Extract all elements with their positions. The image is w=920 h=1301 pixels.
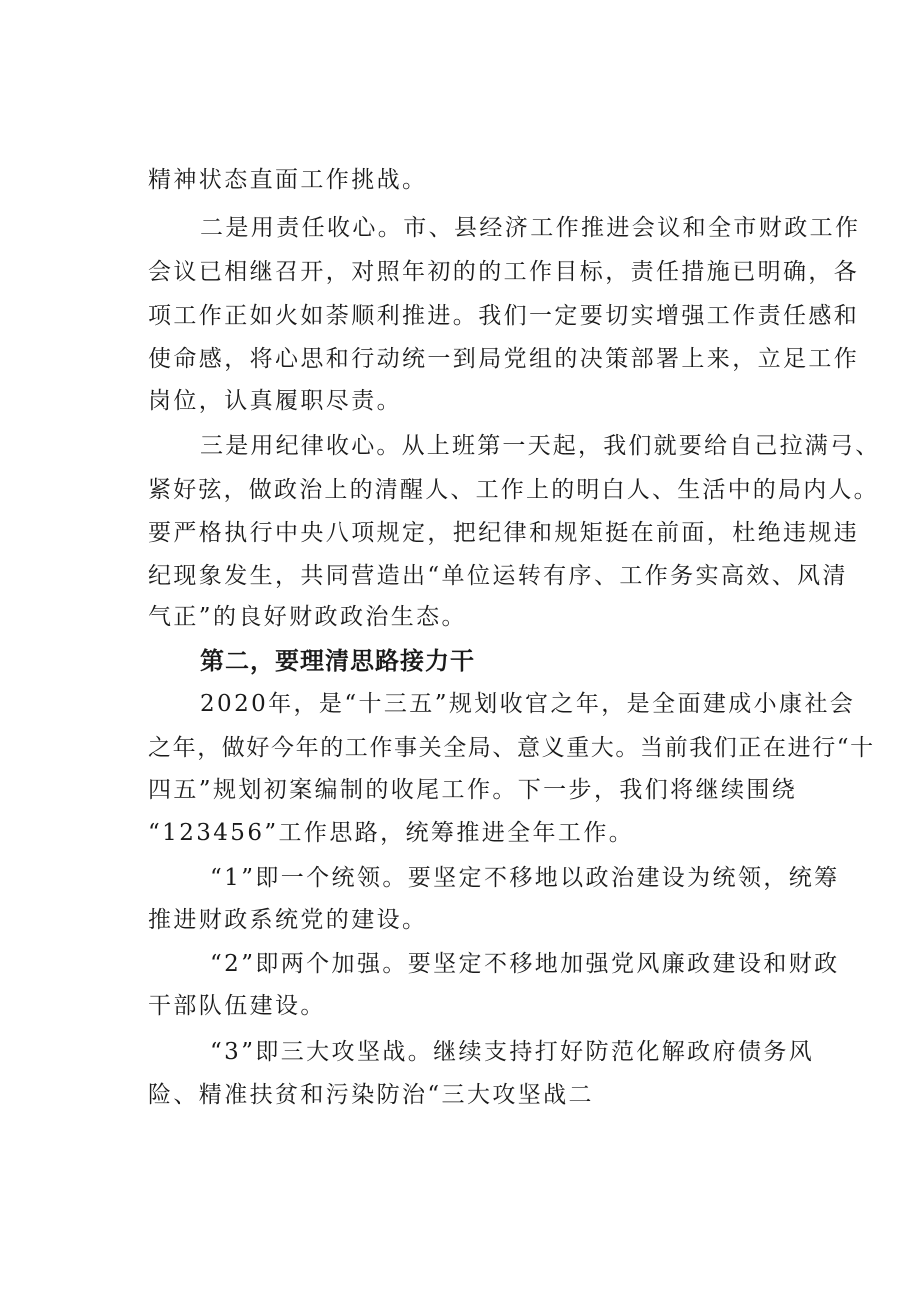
text-line: 项工作正如火如荼顺利推进。我们一定要切实增强工作责任感和 [148,303,860,329]
text-line: 会议已相继召开，对照年初的的工作目标，责任措施已明确，各 [148,259,860,285]
text-line: 精神状态直面工作挑战。 [148,167,428,193]
paragraph-first-line: “3”即三大攻坚战。继续支持打好防范化解政府债务风 [210,1039,815,1065]
text-line: 推进财政系统党的建设。 [148,907,428,933]
text-line: 之年，做好今年的工作事关全局、意义重大。当前我们正在进行“十 [148,735,875,761]
section-heading: 第二，要理清思路接力干 [200,647,475,675]
text-line: 岗位，认真履职尽责。 [148,388,402,414]
paragraph-first-line: 2020年，是“十三五”规划收官之年，是全面建成小康社会 [200,691,856,717]
text-line: “123456”工作思路，统筹推进全年工作。 [148,820,635,846]
text-line: 干部队伍建设。 [148,993,326,1019]
text-line: 四五”规划初案编制的收尾工作。下一步，我们将继续围绕 [148,777,798,803]
text-line: 险、精准扶贫和污染防治“三大攻坚战二 [148,1082,594,1108]
text-line: 纪现象发生，共同营造出“单位运转有序、工作务实高效、风清 [148,563,848,589]
paragraph-first-line: 三是用纪律收心。从上班第一天起，我们就要给自己拉满弓、 [200,433,881,459]
paragraph-first-line: “2”即两个加强。要坚定不移地加强党风廉政建设和财政 [210,951,840,977]
text-line: 要严格执行中央八项规定，把纪律和规矩挺在前面，杜绝违规违 [148,520,860,546]
paragraph-first-line: “1”即一个统领。要坚定不移地以政治建设为统领，统筹 [210,865,840,891]
paragraph-first-line: 二是用责任收心。市、县经济工作推进会议和全市财政工作 [200,215,861,241]
text-line: 气正”的良好财政政治生态。 [148,604,467,630]
text-line: 使命感，将心思和行动统一到局党组的决策部署上来，立足工作 [148,346,860,372]
text-line: 紧好弦，做政治上的清醒人、工作上的明白人、生活中的局内人。 [148,477,879,503]
